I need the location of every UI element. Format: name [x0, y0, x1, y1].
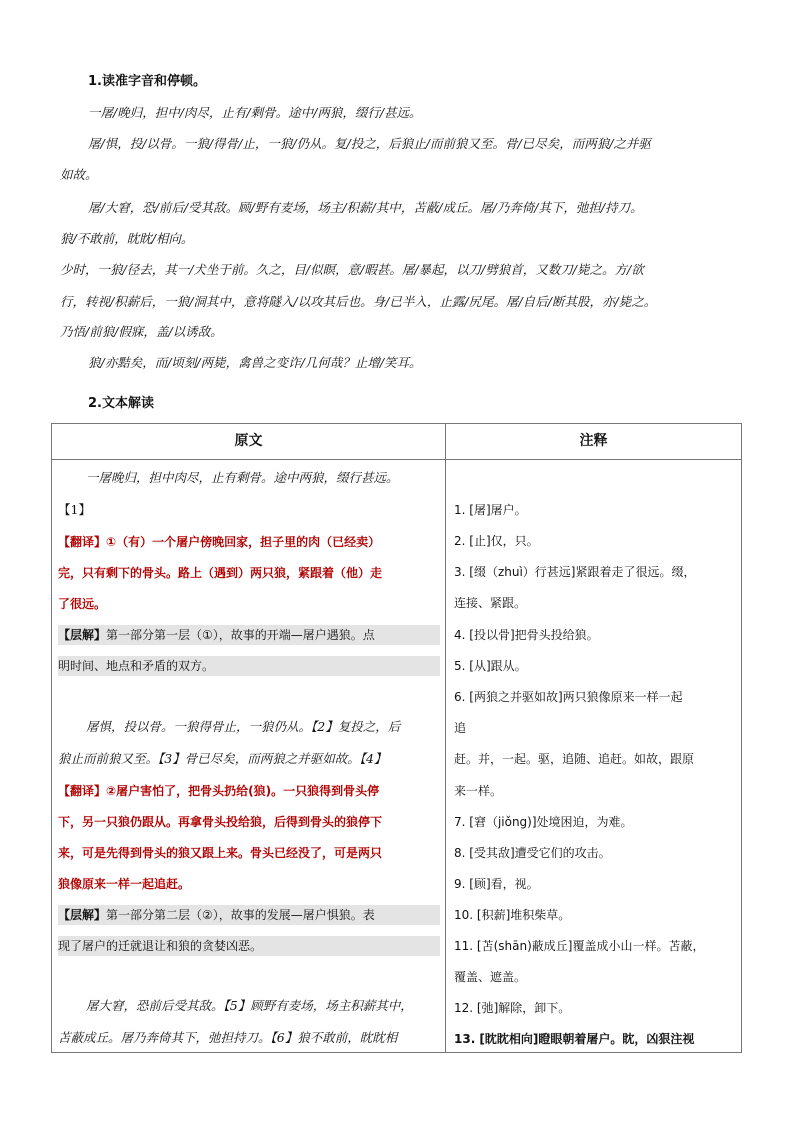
translation-line: 【翻译】①（有）一个屠户傍晚回家，担子里的肉（已经卖）: [58, 535, 381, 549]
translation-line: 下，另一只狼仍跟从。再拿骨头投给狼，后得到骨头的狼停下: [58, 815, 383, 829]
note-item: 4. [投以骨]把骨头投给狼。: [454, 628, 599, 642]
reading-line: 行，转视/积薪后，一狼/洞其中，意将隧入/以攻其后也。身/已半入，止露/尻尾。屠/自后/断其股，亦/毙之。: [60, 294, 657, 309]
reading-line: 狼/不敢前，眈眈/相向。: [60, 231, 194, 246]
translation-line: 【翻译】②屠户害怕了，把骨头扔给(狼)。一只狼得到骨头停: [58, 784, 380, 798]
reading-line: 如故。: [60, 167, 98, 182]
original-text-line: 苫蔽成丘。屠乃奔倚其下，弛担持刀。【6】狼不敢前，眈眈相: [58, 1030, 398, 1045]
note-item: 7. [窘（jiǒng)]处境困迫，为难。: [454, 815, 633, 829]
analysis-line: [58, 905, 440, 925]
paragraph-marker: 【1】: [58, 502, 91, 517]
original-text-line: 屠大窘，恐前后受其敌。【5】顾野有麦场，场主积薪其中，: [86, 998, 413, 1013]
translation-line: 狼像原来一样一起追赶。: [58, 877, 191, 891]
analysis-text: 第一部分第二层（②），故事的发展—屠户惧狼。表: [106, 908, 375, 922]
analysis-text: 第一部分第一层（①），故事的开端—屠户遇狼。点: [106, 628, 375, 642]
note-item: 1. [屠]屠户。: [454, 503, 527, 517]
note-item: 赶。并，一起。驱，追随、追赶。如故，跟原: [454, 752, 695, 766]
reading-line: 少时，一狼/径去，其一/犬坐于前。久之，目/似瞑，意/暇甚。屠/暴起，以刀/劈狼首，又数刀/毙之。方/欲: [60, 262, 644, 277]
analysis-line: 明时间、地点和矛盾的双方。: [58, 656, 440, 676]
note-item: 3. [缀（zhuì）行甚远]紧跟着走了很远。缀，: [454, 565, 696, 579]
reading-line: 乃悟/前狼/假寐，盖/以诱敌。: [60, 324, 223, 339]
reading-line: 屠/惧，投/以骨。一狼/得骨/止，一狼/仍从。复/投之，后狼止/而前狼又至。骨/已尽矣，而两狼/之并驱: [88, 136, 651, 151]
reading-line: 狼/亦黠矣，而/顷刻/两毙，禽兽之变诈/几何哉？止增/笑耳。: [88, 355, 422, 370]
note-item: 13. [眈眈相向]瞪眼朝着屠户。眈，凶狠注视: [454, 1032, 695, 1046]
original-text-line: 狼止而前狼又至。【3】骨已尽矣，而两狼之并驱如故。【4】: [58, 751, 387, 766]
column-divider: [445, 424, 446, 1052]
analysis-line: 现了屠户的迁就退让和狼的贪婪凶恶。: [58, 936, 440, 956]
original-text-line: 一屠晚归，担中肉尽，止有剩骨。途中两狼，缀行甚远。: [86, 470, 399, 485]
note-item: 连接、紧跟。: [454, 596, 527, 610]
note-item: 9. [顾]看，视。: [454, 877, 539, 891]
translation-line: 来，可是先得到骨头的狼又跟上来。骨头已经没了，可是两只: [58, 846, 383, 860]
section-heading-pronunciation: 1.读准字音和停顿。: [88, 74, 206, 89]
note-item: 10. [积薪]堆积柴草。: [454, 908, 571, 922]
note-item: 6. [两狼之并驱如故]两只狼像原来一样一起: [454, 690, 683, 704]
translation-line: 完，只有剩下的骨头。路上（遇到）两只狼，紧跟着（他）走: [58, 566, 383, 580]
analysis-tag: 【层解】: [58, 628, 107, 642]
analysis-tag: 【层解】: [58, 908, 107, 922]
reading-line: 屠/大窘，恐/前后/受其敌。顾/野有麦场，场主/积薪/其中，苫蔽/成丘。屠/乃奔倚/其下，弛担/持刀。: [88, 200, 643, 215]
analysis-line: [58, 625, 440, 645]
column-header-original: 原文: [234, 433, 263, 449]
table-header-row: [52, 424, 741, 460]
note-item: 5. [从]跟从。: [454, 659, 527, 673]
note-item: 覆盖、遮盖。: [454, 970, 527, 984]
note-item: 2. [止]仅，只。: [454, 534, 539, 548]
note-item: 来一样。: [454, 784, 503, 798]
translation-line: 了很远。: [58, 597, 107, 611]
note-item: 追: [454, 721, 467, 735]
note-item: 12. [弛]解除，卸下。: [454, 1001, 571, 1015]
note-item: 11. [苫(shān)蔽成丘]覆盖成小山一样。苫蔽，: [454, 939, 705, 953]
note-item: 8. [受其敌]遭受它们的攻击。: [454, 846, 611, 860]
section-heading-text-analysis: 2.文本解读: [88, 396, 154, 411]
analysis-table: [51, 423, 742, 1053]
reading-line: 一屠/晚归，担中/肉尽，止有/剩骨。途中/两狼，缀行/甚远。: [88, 105, 422, 120]
column-header-notes: 注释: [579, 433, 608, 449]
original-text-line: 屠惧，投以骨。一狼得骨止，一狼仍从。【2】复投之，后: [86, 719, 401, 734]
